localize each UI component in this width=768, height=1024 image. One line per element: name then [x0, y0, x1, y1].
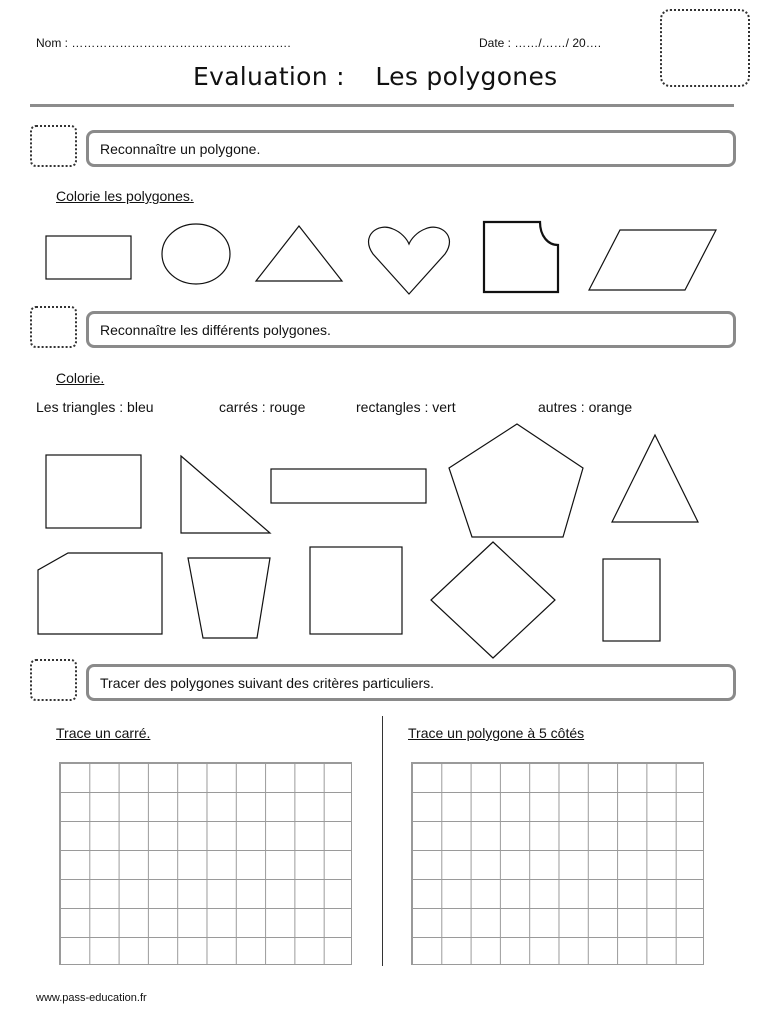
section2-banner-text: Reconnaître les différents polygones. [100, 321, 331, 338]
shape-right-triangle[interactable] [181, 456, 270, 533]
section3-score-box [30, 659, 77, 701]
shape-triangle[interactable] [256, 226, 342, 281]
shape-rhombus[interactable] [431, 542, 555, 658]
name-field: Nom : ………………………………………………. [36, 36, 291, 50]
drawing-grid-right[interactable] [411, 762, 704, 965]
shape-square-1[interactable] [46, 455, 141, 528]
legend-others: autres : orange [538, 399, 633, 415]
shape-cut-corner-rectangle[interactable] [38, 553, 162, 634]
shape-long-rectangle[interactable] [271, 469, 426, 503]
shape-trapezoid[interactable] [188, 558, 270, 638]
shape-heart[interactable] [369, 227, 450, 294]
shape-triangle-2[interactable] [612, 435, 698, 522]
section2-instruction: Colorie. [56, 370, 105, 386]
shape-notched-square[interactable] [484, 222, 558, 292]
shape-circle[interactable] [162, 224, 230, 284]
legend-triangles: Les triangles : bleu [36, 399, 154, 415]
shape-square-2[interactable] [310, 547, 402, 634]
shape-rectangle[interactable] [46, 236, 131, 279]
title-topic: Les polygones [375, 62, 558, 91]
legend-squares: carrés : rouge [219, 399, 306, 415]
shape-parallelogram[interactable] [589, 230, 716, 290]
section1-banner-text: Reconnaître un polygone. [100, 140, 261, 157]
title-prefix: Evaluation : [193, 62, 345, 91]
shape-tall-rectangle[interactable] [603, 559, 660, 641]
column-divider [382, 716, 383, 966]
drawing-grid-left[interactable] [59, 762, 352, 965]
section3-banner [86, 664, 736, 701]
legend-rectangles: rectangles : vert [356, 399, 456, 415]
shape-pentagon[interactable] [449, 424, 583, 537]
section1-instruction: Colorie les polygones. [56, 188, 194, 204]
footer-url: www.pass-education.fr [36, 992, 147, 1004]
date-field: Date : ……/……/ 20…. [479, 36, 602, 50]
task-square: Trace un carré. [56, 725, 151, 741]
section3-banner-text: Tracer des polygones suivant des critères particuliers. [100, 674, 435, 691]
task-pentagon: Trace un polygone à 5 côtés [408, 725, 585, 741]
